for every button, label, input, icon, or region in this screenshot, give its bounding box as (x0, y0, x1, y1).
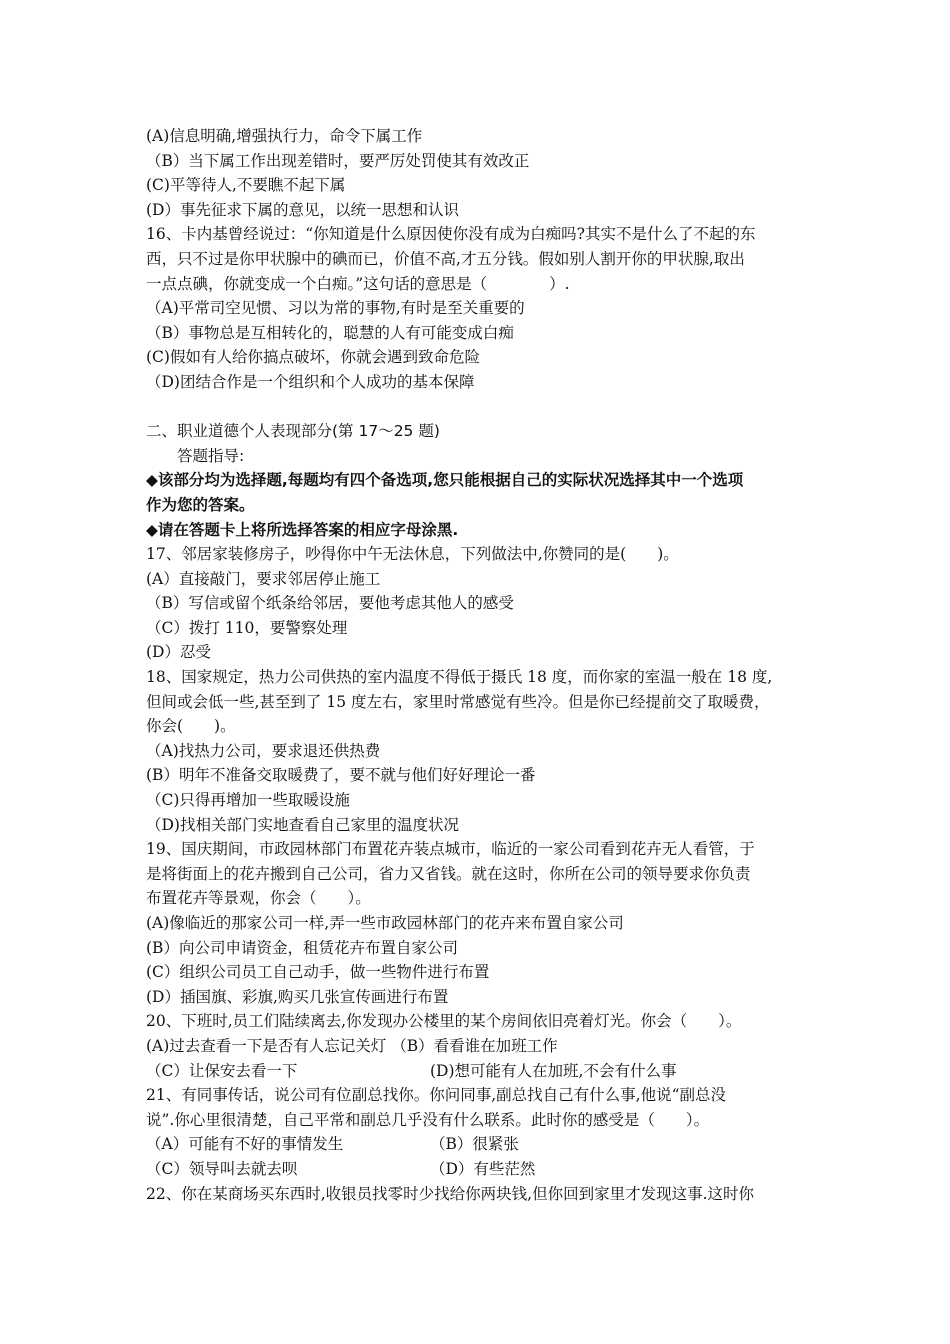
q18-option-a: （A)找热力公司，要求退还供热费 (146, 741, 381, 760)
q20-option-c: （C）让保安去看一下 (146, 1061, 298, 1080)
q20-options-row-1: (A)过去查看一下是否有人忘记关灯 （B）看看谁在加班工作 (146, 1036, 558, 1055)
q16-stem-line-2: 西，只不过是你甲状腺中的碘而已，价值不高,才五分钱。假如别人割开你的甲状腺,取出 (146, 249, 745, 268)
q16-option-b: （B）事物总是互相转化的，聪慧的人有可能变成白痴 (146, 323, 514, 342)
q18-stem-line-3: 你会( )。 (146, 717, 236, 736)
q18-option-d: （D)找相关部门实地查看自己家里的温度状况 (146, 815, 459, 834)
q21-stem-line-1: 21、有同事传话，说公司有位副总找你。你问同事,副总找自己有什么事,他说“副总没 (146, 1086, 727, 1105)
q18-stem-line-2: 但间或会低一些,甚至到了 15 度左右，家里时常感觉有些冷。但是你已经提前交了取暖费， (146, 692, 770, 711)
q17-option-d: (D）忍受 (146, 643, 211, 662)
q15-option-b: （B）当下属工作出现差错时，要严厉处罚使其有效改正 (146, 151, 530, 170)
q19-option-b: (B）向公司申请资金，租赁花卉布置自家公司 (146, 938, 458, 957)
q19-option-d: (D）插国旗、彩旗,购买几张宣传画进行布置 (146, 987, 449, 1006)
guide-line-2: 作为您的答案。 (146, 495, 255, 514)
section-heading: 二、职业道德个人表现部分(第 17～25 题) (146, 422, 440, 441)
q15-option-c: (C)平等待人,不要瞧不起下属 (146, 176, 346, 195)
q21-options-row-1 (146, 1132, 826, 1157)
q15-option-a: (A)信息明确,增强执行力，命令下属工作 (146, 127, 423, 145)
q16-option-d: （D)团结合作是一个组织和个人成功的基本保障 (146, 372, 475, 391)
document-page (146, 124, 826, 1206)
q17-option-b: （B）写信或留个纸条给邻居，要他考虑其他人的感受 (146, 594, 514, 613)
q21-stem-line-2: 说”.你心里很清楚，自己平常和副总几乎没有什么联系。此时你的感受是（ ）。 (146, 1110, 710, 1129)
q22-stem-line-1: 22、你在某商场买东西时,收银员找零时少找给你两块钱,但你回到家里才发现这事.这时你 (146, 1184, 755, 1203)
q16-stem-line-3: 一点点碘，你就变成一个白痴。”这句话的意思是（ ）. (146, 274, 570, 293)
q16-option-a: （A)平常司空见惯、习以为常的事物,有时是至关重要的 (146, 299, 525, 318)
q19-stem-line-3: 布置花卉等景观，你会（ ）。 (146, 889, 371, 908)
q16-option-c: (C)假如有人给你搞点破坏，你就会遇到致命危险 (146, 348, 480, 367)
q17-option-a: (A）直接敲门，要求邻居停止施工 (146, 569, 381, 588)
q18-stem-line-1: 18、国家规定，热力公司供热的室内温度不得低于摄氏 18 度，而你家的室温一般在 18 度, (146, 668, 773, 687)
q21-option-a: （A）可能有不好的事情发生 (146, 1135, 344, 1154)
guide-line-1: ◆该部分均为选择题,每题均有四个备选项,您只能根据自己的实际状况选择其中一个选项 (146, 471, 744, 490)
q16-stem-line-1: 16、卡内基曾经说过：“你知道是什么原因使你没有成为白痴吗?其实不是什么了不起的东 (146, 225, 756, 244)
q19-stem-line-2: 是将街面上的花卉搬到自己公司，省力又省钱。就在这时，你所在公司的领导要求你负责 (146, 864, 751, 883)
q21-option-b: （B）很紧张 (430, 1135, 519, 1154)
q18-option-b: (B）明年不准备交取暖费了，要不就与他们好好理论一番 (146, 766, 536, 785)
q19-option-c: (C）组织公司员工自己动手，做一些物件进行布置 (146, 963, 490, 982)
guide-title: 答题指导: (177, 446, 245, 465)
q21-options-row-2 (146, 1157, 826, 1182)
section-gap (146, 395, 826, 420)
q20-stem: 20、下班时,员工们陆续离去,你发现办公楼里的某个房间依旧亮着灯光。你会（ ）。 (146, 1012, 742, 1031)
q20-option-d: (D)想可能有人在加班,不会有什么事 (430, 1061, 677, 1080)
q17-stem: 17、邻居家装修房子，吵得你中午无法休息，下列做法中,你赞同的是( )。 (146, 545, 679, 564)
q19-option-a: (A)像临近的那家公司一样,弄一些市政园林部门的花卉来布置自家公司 (146, 914, 624, 932)
q17-option-c: （C）拨打 110，要警察处理 (146, 618, 348, 637)
q21-option-c: （C）领导叫去就去呗 (146, 1159, 298, 1178)
q18-option-c: （C)只得再增加一些取暖设施 (146, 791, 350, 810)
q21-option-d: （D）有些茫然 (430, 1159, 536, 1178)
q19-stem-line-1: 19、国庆期间，市政园林部门布置花卉装点城市，临近的一家公司看到花卉无人看管，于 (146, 840, 755, 859)
q20-options-row-2 (146, 1059, 826, 1084)
q15-option-d: (D）事先征求下属的意见，以统一思想和认识 (146, 200, 459, 219)
guide-line-3: ◆请在答题卡上将所选择答案的相应字母涂黑. (146, 520, 459, 539)
